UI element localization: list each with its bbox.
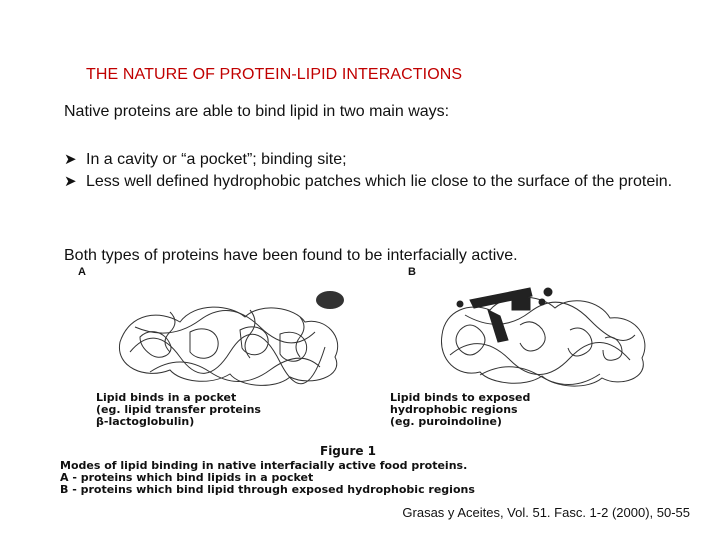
citation: Grasas y Aceites, Vol. 51. Fasc. 1-2 (2000), 50-55 xyxy=(402,505,690,520)
figure-legend xyxy=(60,460,475,496)
bullet-text: Less well defined hydrophobic patches which lie close to the surface of the protein. xyxy=(86,173,673,190)
panel-b-caption xyxy=(390,392,530,428)
panel-b-caption-line: hydrophobic regions xyxy=(390,403,518,416)
panel-b-caption-line: Lipid binds to exposed xyxy=(390,391,531,404)
figure-legend-line: A - proteins which bind lipids in a pocket xyxy=(60,471,314,484)
panel-a-caption-line: Lipid binds in a pocket xyxy=(96,391,237,404)
panel-a-letter: A xyxy=(78,266,86,278)
bullet-item xyxy=(64,171,686,193)
intro-text: Native proteins are able to bind lipid in two main ways: xyxy=(64,103,450,120)
conclusion-text: Both types of proteins have been found to be interfacially active. xyxy=(64,247,518,264)
arrow-bullet-icon: ➤ xyxy=(64,173,77,190)
figure-legend-line: B - proteins which bind lipid through exposed hydrophobic regions xyxy=(60,483,475,496)
figure-legend-line: Modes of lipid binding in native interfacially active food proteins. xyxy=(60,459,468,472)
protein-pocket-drawing xyxy=(110,282,370,390)
slide-title: THE NATURE OF PROTEIN-LIPID INTERACTIONS xyxy=(86,66,463,83)
bullet-list xyxy=(64,149,686,193)
figure-title: Figure 1 xyxy=(320,444,377,458)
bullet-text: In a cavity or “a pocket”; binding site; xyxy=(86,151,347,168)
figure-1 xyxy=(56,264,668,500)
panel-b-caption-line: (eg. puroindoline) xyxy=(390,415,502,428)
panel-a-caption-line: (eg. lipid transfer proteins xyxy=(96,403,261,416)
panel-a-caption xyxy=(96,392,261,428)
arrow-bullet-icon: ➤ xyxy=(64,151,77,168)
protein-exposed-drawing xyxy=(430,280,660,392)
panel-b-letter: B xyxy=(408,266,416,278)
bullet-item xyxy=(64,149,686,171)
panel-a-caption-line: β-lactoglobulin) xyxy=(96,415,195,428)
